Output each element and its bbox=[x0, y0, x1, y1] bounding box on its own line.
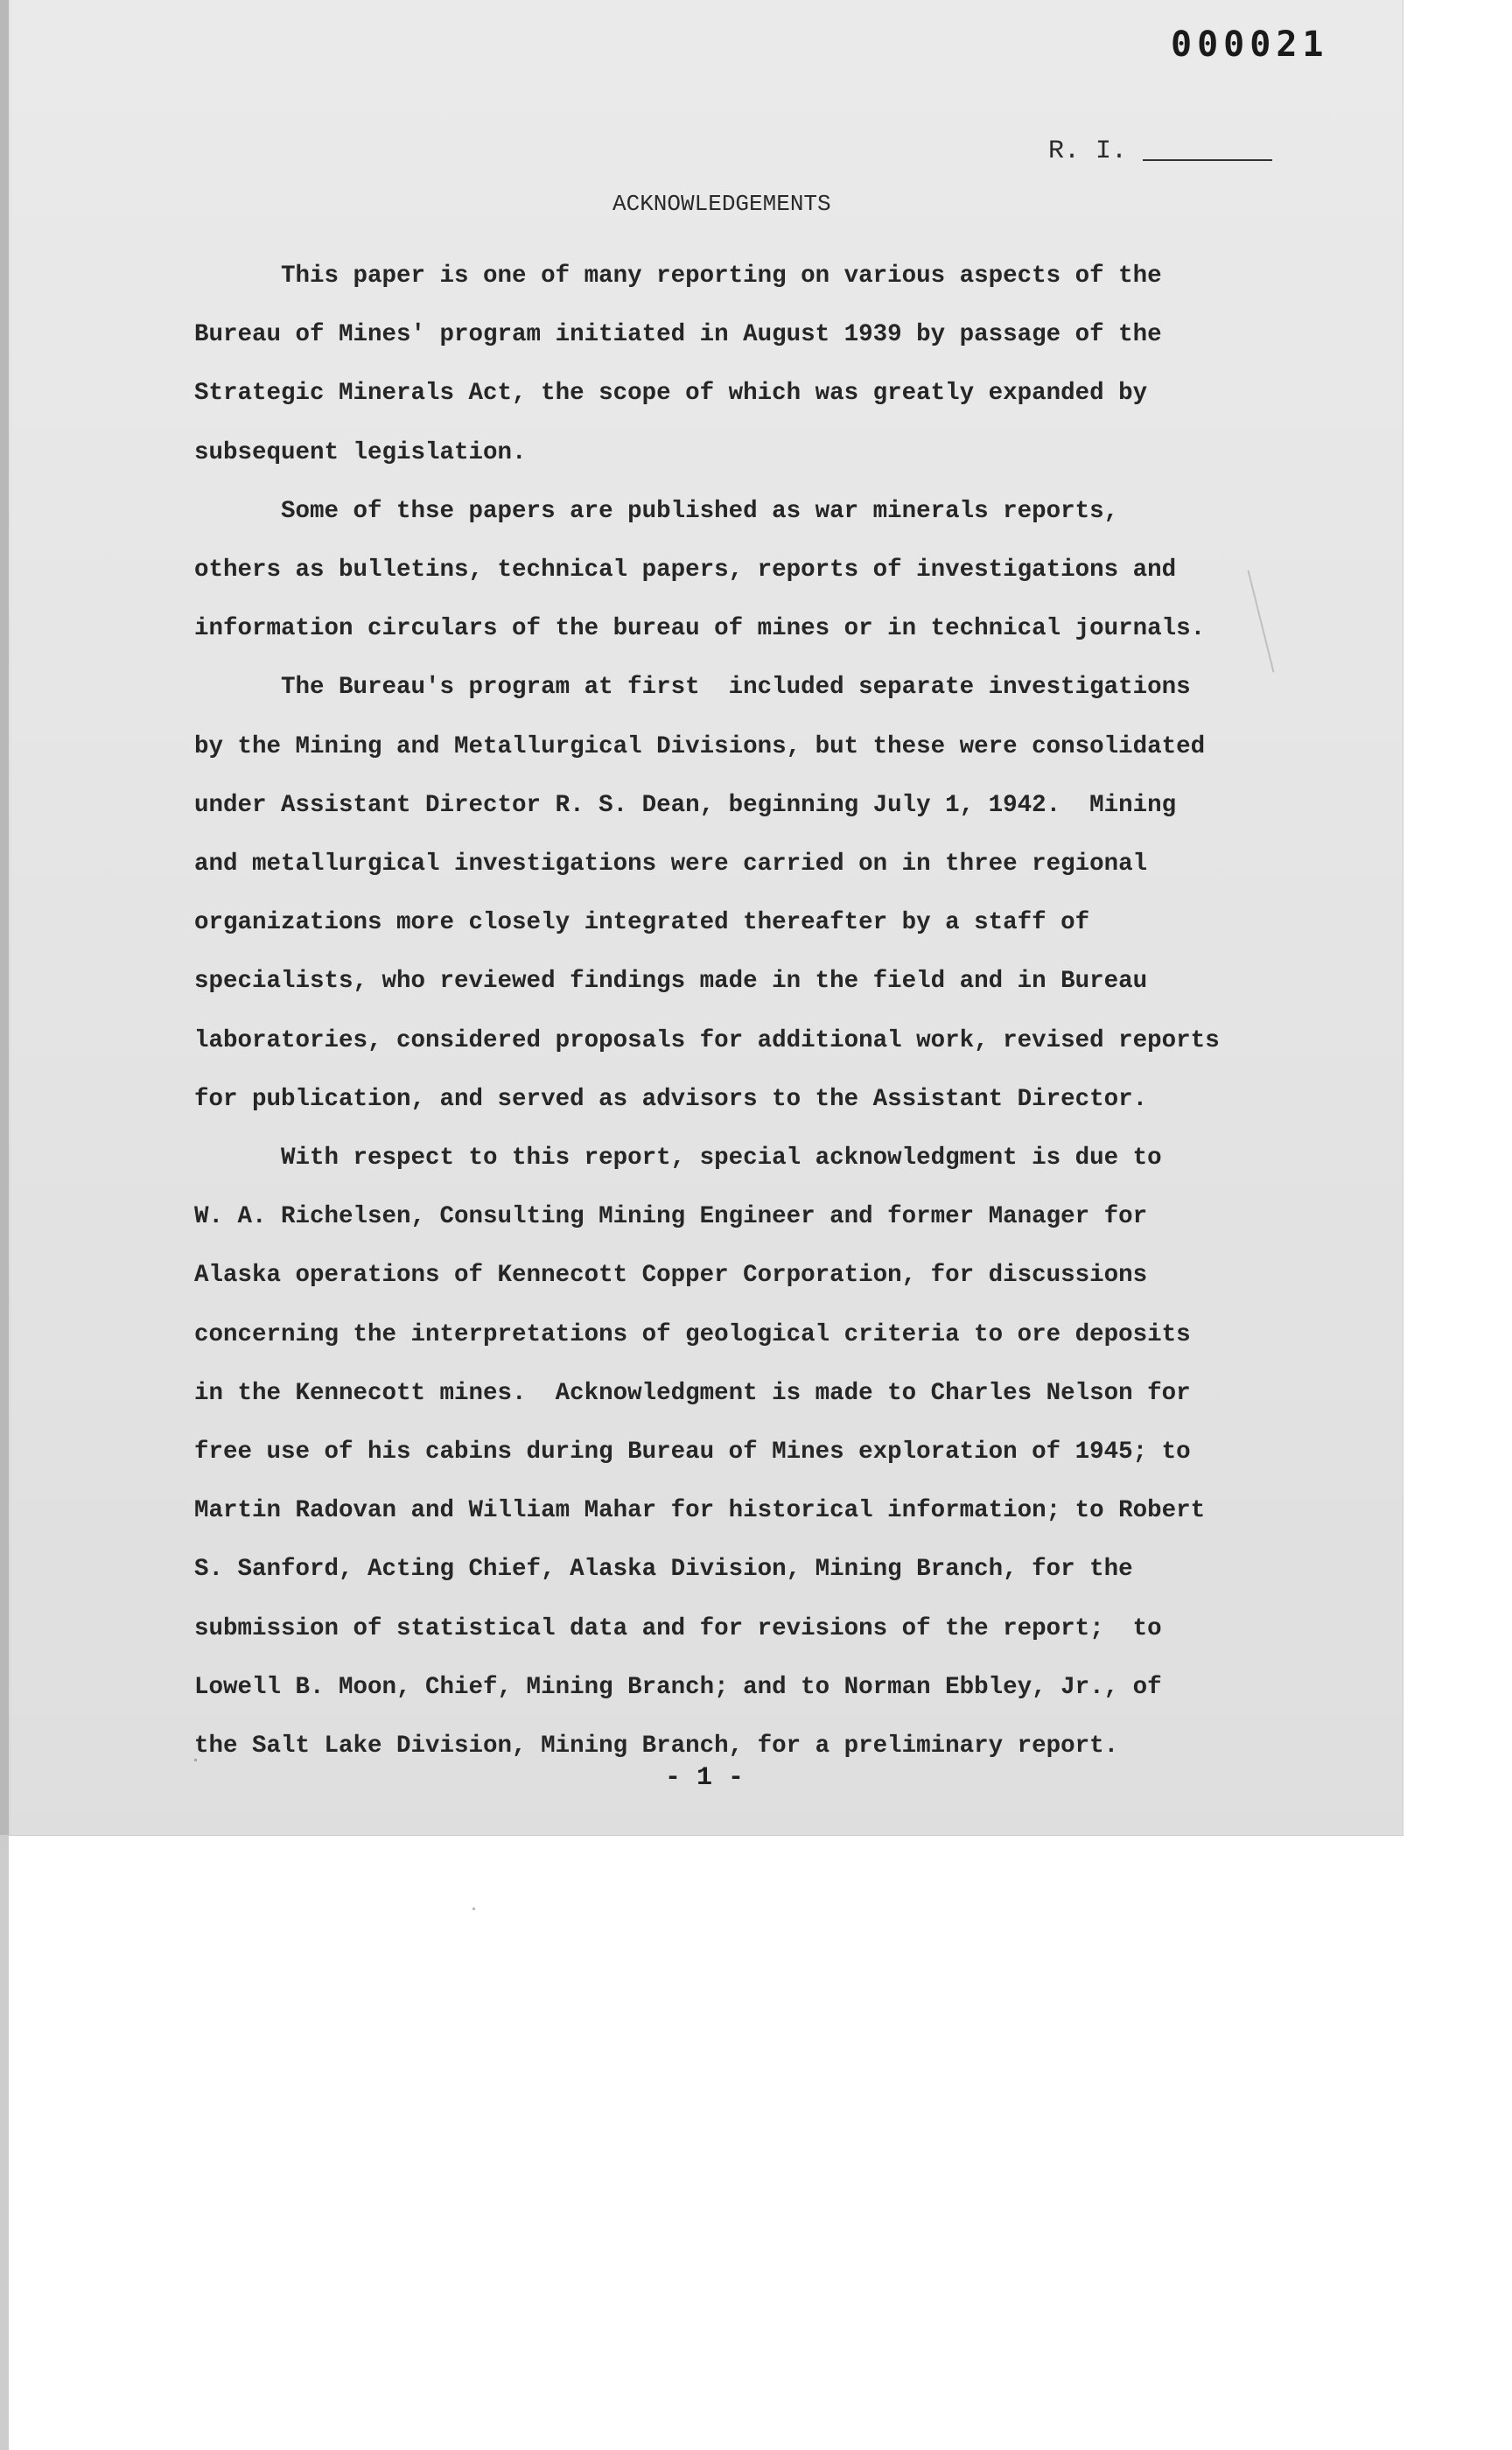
text-line: the Salt Lake Division, Mining Branch, for a preliminary report. bbox=[194, 1732, 1119, 1760]
text-line: others as bulletins, technical papers, reports of investigations and bbox=[194, 556, 1177, 584]
text-line: in the Kennecott mines. Acknowledgment is made to Charles Nelson for bbox=[194, 1379, 1191, 1407]
page-heading: ACKNOWLEDGEMENTS bbox=[612, 191, 831, 217]
text-line: S. Sanford, Acting Chief, Alaska Division, Mining Branch, for the bbox=[194, 1556, 1133, 1584]
ri-label: R. I. bbox=[1048, 136, 1128, 166]
page-left-edge-shadow bbox=[0, 0, 9, 1835]
text-line: concerning the interpretations of geological criteria to ore deposits bbox=[194, 1320, 1191, 1348]
text-line: Strategic Minerals Act, the scope of which was greatly expanded by bbox=[194, 380, 1148, 408]
paragraph-1 bbox=[194, 247, 1253, 482]
text-line: With respect to this report, special acknowledgment is due to bbox=[194, 1144, 1162, 1172]
text-line: by the Mining and Metallurgical Divisions, but these were consolidated bbox=[194, 732, 1206, 760]
body-text bbox=[194, 247, 1253, 1775]
stray-dot bbox=[194, 1759, 197, 1761]
paragraph-3 bbox=[194, 658, 1253, 1129]
document-number-stamp: 000021 bbox=[1171, 24, 1329, 65]
text-line: This paper is one of many reporting on various aspects of the bbox=[194, 262, 1162, 290]
text-line: for publication, and served as advisors to the Assistant Director. bbox=[194, 1085, 1148, 1113]
text-line: and metallurgical investigations were carried on in three regional bbox=[194, 850, 1148, 878]
text-line: Bureau of Mines' program initiated in August 1939 by passage of the bbox=[194, 321, 1162, 349]
text-line: specialists, who reviewed findings made in the field and in Bureau bbox=[194, 968, 1148, 996]
text-line: The Bureau's program at first included separate investigations bbox=[194, 674, 1191, 702]
text-line: organizations more closely integrated thereafter by a staff of bbox=[194, 909, 1090, 937]
text-line: W. A. Richelsen, Consulting Mining Engineer and former Manager for bbox=[194, 1203, 1148, 1231]
text-line: Lowell B. Moon, Chief, Mining Branch; and to Norman Ebbley, Jr., of bbox=[194, 1673, 1162, 1701]
stray-dot bbox=[472, 1908, 475, 1910]
text-line: Alaska operations of Kennecott Copper Corporation, for discussions bbox=[194, 1262, 1148, 1290]
text-line: subsequent legislation. bbox=[194, 438, 527, 466]
ri-blank-line bbox=[1143, 159, 1272, 161]
text-line: under Assistant Director R. S. Dean, beginning July 1, 1942. Mining bbox=[194, 791, 1177, 819]
scanner-bed-edge bbox=[0, 1835, 9, 2450]
text-line: Martin Radovan and William Mahar for historical information; to Robert bbox=[194, 1497, 1206, 1525]
text-line: laboratories, considered proposals for additional work, revised reports bbox=[194, 1026, 1220, 1054]
paragraph-2 bbox=[194, 482, 1253, 659]
text-line: information circulars of the bureau of mines or in technical journals. bbox=[194, 615, 1206, 643]
paragraph-4 bbox=[194, 1129, 1253, 1775]
page-number: - 1 - bbox=[665, 1763, 745, 1793]
text-line: free use of his cabins during Bureau of Mines exploration of 1945; to bbox=[194, 1438, 1191, 1466]
text-line: Some of thse papers are published as war minerals reports, bbox=[194, 497, 1119, 525]
text-line: submission of statistical data and for revisions of the report; to bbox=[194, 1614, 1162, 1642]
